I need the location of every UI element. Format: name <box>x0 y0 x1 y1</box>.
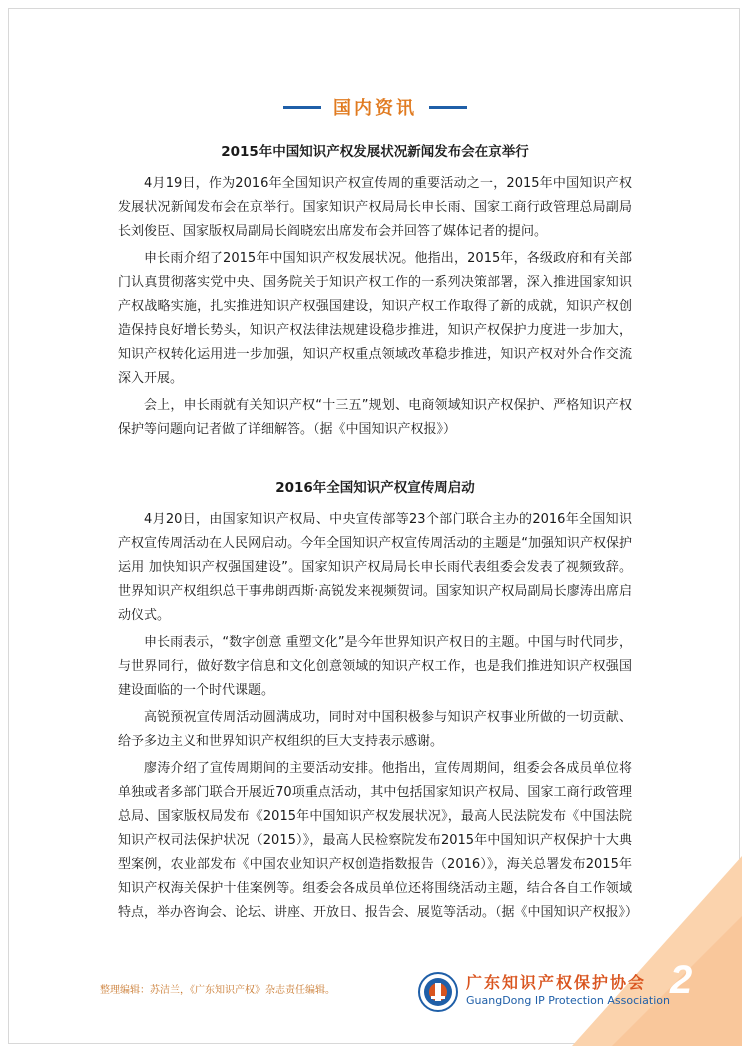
footer-org <box>466 973 670 1009</box>
org-name-cn: 广东知识产权保护协会 <box>466 973 647 992</box>
article-2 <box>118 476 639 925</box>
section-title: 国内资讯 <box>333 98 417 119</box>
association-logo-icon <box>418 972 458 1012</box>
paragraph: 会上，申长雨就有关知识产权“十三五”规划、电商领域知识产权保护、严格知识产权保护等问题向记者做了详细解答。（据《中国知识产权报》） <box>118 398 632 437</box>
content <box>118 140 639 959</box>
paragraph: 申长雨介绍了2015年中国知识产权发展状况。他指出，2015年，各级政府和有关部门认真贯彻落实党中央、国务院关于知识产权工作的一系列决策部署，深入推进国家知识产权战略实施，扎实推进知识产权强国建设，知识产权工作取得了新的成就，知识产权创造保持良好增长势头，知识产权法律法规建设稳步推进，知识产权保护力度进一步加大，知识产权转化运用进一步加强，知识产权重点领域改革稳步推进，知识产权对外合作交流深入开展。 <box>118 251 632 386</box>
header-rule-right <box>429 106 467 109</box>
paragraph: 申长雨表示，“数字创意 重塑文化”是今年世界知识产权日的主题。中国与时代同步，与世界同行，做好数字信息和文化创意领域的知识产权工作，也是我们推进知识产权强国建设面临的一个时代课题。 <box>118 635 632 698</box>
page-number: 2 <box>670 958 693 1002</box>
header-rule-left <box>283 106 321 109</box>
paragraph: 4月20日，由国家知识产权局、中央宣传部等23个部门联合主办的2016年全国知识产权宣传周活动在人民网启动。今年全国知识产权宣传周活动的主题是“加强知识产权保护运用 加快知识产权强国建设”。国家知识产权局局长申长雨代表组委会发表了视频致辞。世界知识产权组织总干事弗朗西斯·高锐发来视频贺词。国家知识产权局副局长廖涛出席启动仪式。 <box>118 512 632 623</box>
editor-note: 整理编辑：苏洁兰，《广东知识产权》杂志责任编辑。 <box>100 985 335 996</box>
section-header <box>0 92 750 122</box>
paragraph: 4月19日，作为2016年全国知识产权宣传周的重要活动之一，2015年中国知识产权发展状况新闻发布会在京举行。国家知识产权局局长申长雨、国家工商行政管理总局副局长刘俊臣、国家版权局副局长阎晓宏出席发布会并回答了媒体记者的提问。 <box>118 176 632 239</box>
paragraph: 高锐预祝宣传周活动圆满成功，同时对中国积极参与知识产权事业所做的一切贡献、给予多边主义和世界知识产权组织的巨大支持表示感谢。 <box>118 710 632 749</box>
paragraph: 廖涛介绍了宣传周期间的主要活动安排。他指出，宣传周期间，组委会各成员单位将单独或者多部门联合开展近70项重点活动，其中包括国家知识产权局、国家工商行政管理总局、国家版权局发布《2015年中国知识产权发展状况》，最高人民法院发布《中国法院知识产权司法保护状况（2015）》，最高人民检察院发布2015年中国知识产权保护十大典型案例，农业部发布《中国农业知识产权创造指数报告（2016）》，海关总署发布2015年知识产权海关保护十佳案例等。组委会各成员单位还将围绕活动主题，结合各自工作领域特点，举办咨询会、论坛、讲座、开放日、报告会、展览等活动。（据《中国知识产权报》） <box>118 761 639 920</box>
article-1 <box>118 140 632 442</box>
org-name-en: GuangDong IP Protection Association <box>466 994 670 1007</box>
article-title: 2015年中国知识产权发展状况新闻发布会在京举行 <box>221 144 529 160</box>
article-title: 2016年全国知识产权宣传周启动 <box>275 480 475 496</box>
